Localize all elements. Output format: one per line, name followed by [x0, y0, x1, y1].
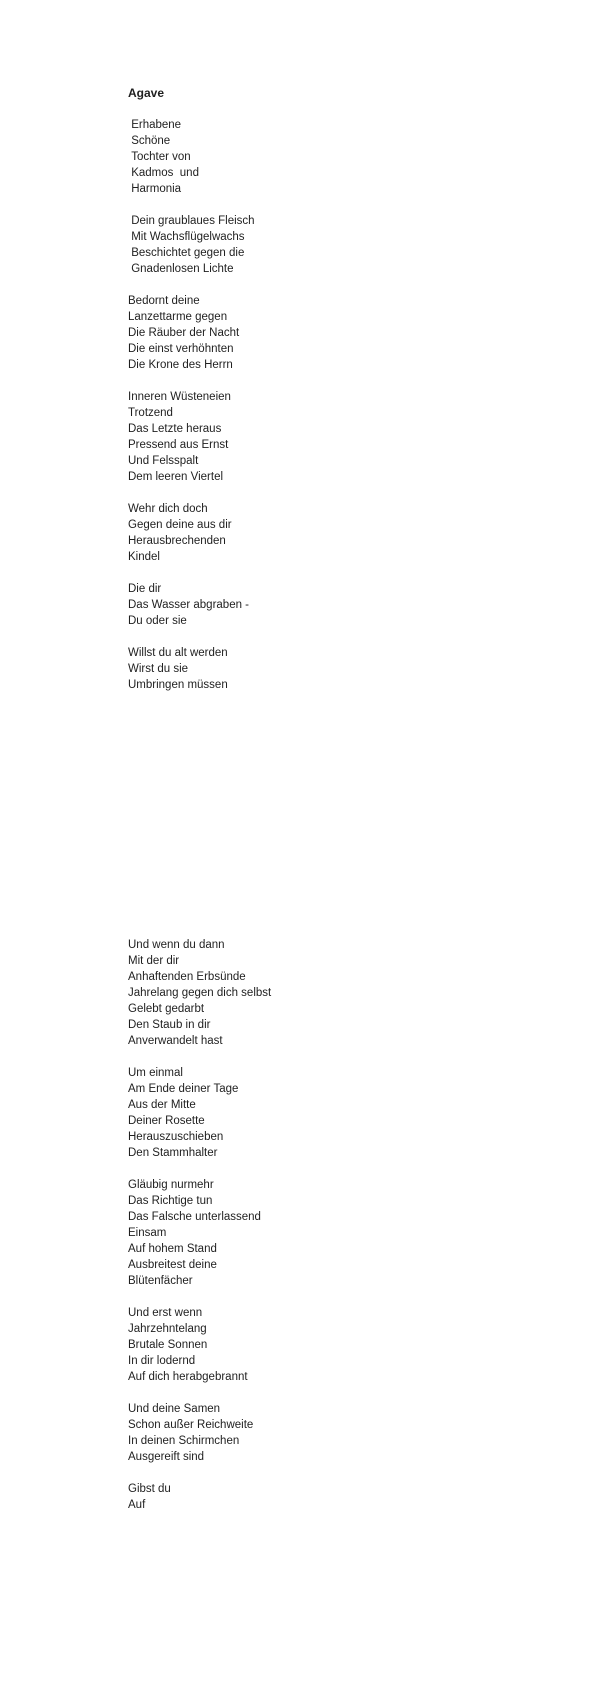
poem-line: Lanzettarme gegen: [128, 311, 228, 323]
poem-line: Wirst du sie: [128, 663, 189, 675]
poem-part-2: [128, 937, 488, 1513]
poem-line: Und Felsspalt: [128, 455, 199, 467]
poem-line: Aus der Mitte: [128, 1099, 196, 1111]
poem-line: Das Richtige tun: [128, 1195, 213, 1207]
poem-line: Die einst verhöhnten: [128, 343, 234, 355]
poem-line: Herausbrechenden: [128, 535, 226, 547]
poem-line: Kindel: [128, 551, 160, 563]
poem-stanza: [128, 1481, 488, 1513]
poem-line: Gibst du: [128, 1483, 171, 1495]
poem-stanza: [128, 645, 488, 693]
poem-stanza: [128, 1065, 488, 1161]
poem-stanza: [128, 213, 488, 277]
poem-line: Brutale Sonnen: [128, 1339, 208, 1351]
poem-line: Das Letzte heraus: [128, 423, 222, 435]
poem-line: Wehr dich doch: [128, 503, 208, 515]
poem-line: Und wenn du dann: [128, 939, 225, 951]
poem-line: Tochter von: [128, 151, 191, 163]
poem-line: Auf dich herabgebrannt: [128, 1371, 248, 1383]
poem-text-block: [128, 85, 488, 1529]
poem-title: Agave: [128, 86, 165, 100]
poem-line: Jahrzehntelang: [128, 1323, 207, 1335]
poem-line: Schöne: [128, 135, 171, 147]
poem-stanza: [128, 501, 488, 565]
poem-line: Auf hohem Stand: [128, 1243, 217, 1255]
poem-line: Harmonia: [128, 183, 182, 195]
poem-stanza: [128, 293, 488, 373]
poem-line: Und deine Samen: [128, 1403, 221, 1415]
poem-line: Den Staub in dir: [128, 1019, 211, 1031]
poem-line: Blütenfächer: [128, 1275, 193, 1287]
poem-line: Und erst wenn: [128, 1307, 203, 1319]
poem-line: Am Ende deiner Tage: [128, 1083, 239, 1095]
poem-line: In deinen Schirmchen: [128, 1435, 240, 1447]
poem-line: Den Stammhalter: [128, 1147, 218, 1159]
poem-line: Dem leeren Viertel: [128, 471, 224, 483]
poem-line: Kadmos und: [128, 167, 199, 179]
poem-line: Das Wasser abgraben -: [128, 599, 250, 611]
poem-line: Jahrelang gegen dich selbst: [128, 987, 272, 999]
poem-line: Ausgereift sind: [128, 1451, 205, 1463]
poem-line: Auf: [128, 1499, 146, 1511]
poem-line: Um einmal: [128, 1067, 183, 1079]
poem-line: Gnadenlosen Lichte: [128, 263, 234, 275]
poem-line: Einsam: [128, 1227, 167, 1239]
poem-line: Umbringen müssen: [128, 679, 228, 691]
poem-line: Das Falsche unterlassend: [128, 1211, 261, 1223]
poem-line: Willst du alt werden: [128, 647, 228, 659]
poem-line: Die dir: [128, 583, 162, 595]
poem-line: Bedornt deine: [128, 295, 200, 307]
poem-stanza: [128, 117, 488, 197]
poem-line: Schon außer Reichweite: [128, 1419, 254, 1431]
poem-line: Inneren Wüsteneien: [128, 391, 231, 403]
poem-stanza: [128, 389, 488, 485]
poem-line: Du oder sie: [128, 615, 187, 627]
poem-stanza: [128, 1177, 488, 1289]
poem-line: Beschichtet gegen die: [128, 247, 245, 259]
poem-line: Gegen deine aus dir: [128, 519, 232, 531]
poem-stanza: [128, 1305, 488, 1385]
poem-part-1: [128, 117, 488, 693]
poem-line: Pressend aus Ernst: [128, 439, 229, 451]
poem-line: Gelebt gedarbt: [128, 1003, 205, 1015]
poem-line: Ausbreitest deine: [128, 1259, 217, 1271]
poem-stanza: [128, 1401, 488, 1465]
poem-line: Die Krone des Herrn: [128, 359, 233, 371]
poem-line: Mit der dir: [128, 955, 180, 967]
poem-line: Die Räuber der Nacht: [128, 327, 240, 339]
poem-line: Anverwandelt hast: [128, 1035, 223, 1047]
poem-line: In dir lodernd: [128, 1355, 196, 1367]
poem-stanza: [128, 937, 488, 1049]
poem-line: Gläubig nurmehr: [128, 1179, 214, 1191]
poem-line: Dein graublaues Fleisch: [128, 215, 255, 227]
poem-line: Deiner Rosette: [128, 1115, 205, 1127]
poem-line: Anhaftenden Erbsünde: [128, 971, 246, 983]
poem-line: Herauszuschieben: [128, 1131, 224, 1143]
page-break-gap: [128, 709, 488, 937]
poem-line: Mit Wachsflügelwachs: [128, 231, 245, 243]
poem-line: Trotzend: [128, 407, 173, 419]
poem-stanza: [128, 581, 488, 629]
poem-line: Erhabene: [128, 119, 182, 131]
